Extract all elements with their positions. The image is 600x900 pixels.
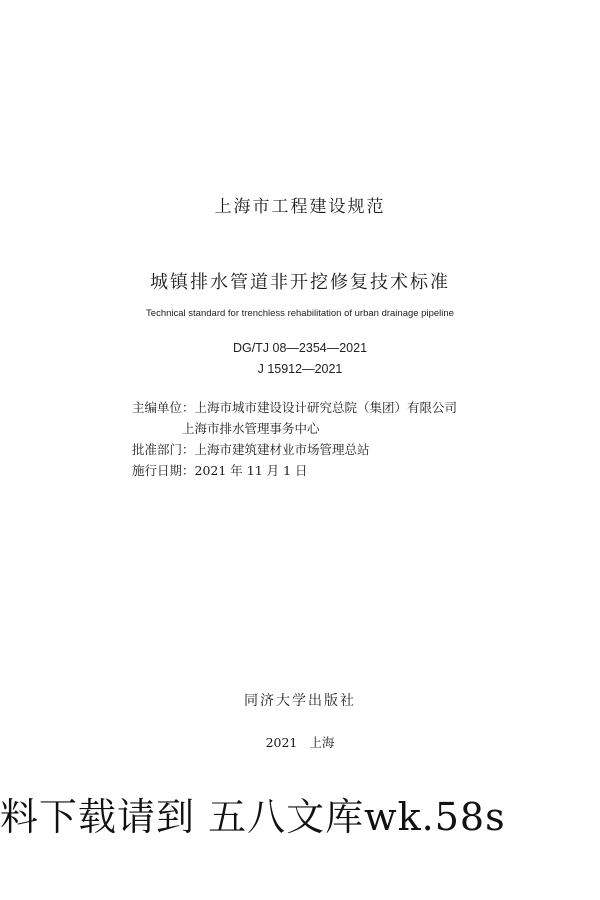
standard-code-j: J 15912—2021 <box>257 362 343 376</box>
approving-department-line: 批准部门：上海市建筑建材业市场管理总站 <box>132 442 370 457</box>
publication-info <box>0 733 600 751</box>
effective-date-line: 施行日期：2021 年 11 月 1 日 <box>132 463 308 478</box>
title-english: Technical standard for trenchless rehabilitation of urban drainage pipeline <box>146 308 454 319</box>
publication-year: 2021 <box>265 735 298 750</box>
chief-editor-line: 主编单位：上海市城市建设设计研究总院（集团）有限公司 <box>132 400 458 415</box>
info-block <box>132 397 457 481</box>
co-editor-line: 上海市排水管理事务中心 <box>182 421 320 436</box>
watermark-banner: 料下载请到 五八文库wk.58s <box>0 795 506 839</box>
standard-code-dg: DG/TJ 08—2354—2021 <box>232 341 368 355</box>
standard-series: 上海市工程建设规范 <box>214 197 386 217</box>
publisher-name: 同济大学出版社 <box>244 693 356 709</box>
publication-city: 上海 <box>309 735 335 750</box>
title-chinese: 城镇排水管道非开挖修复技术标准 <box>150 272 450 293</box>
